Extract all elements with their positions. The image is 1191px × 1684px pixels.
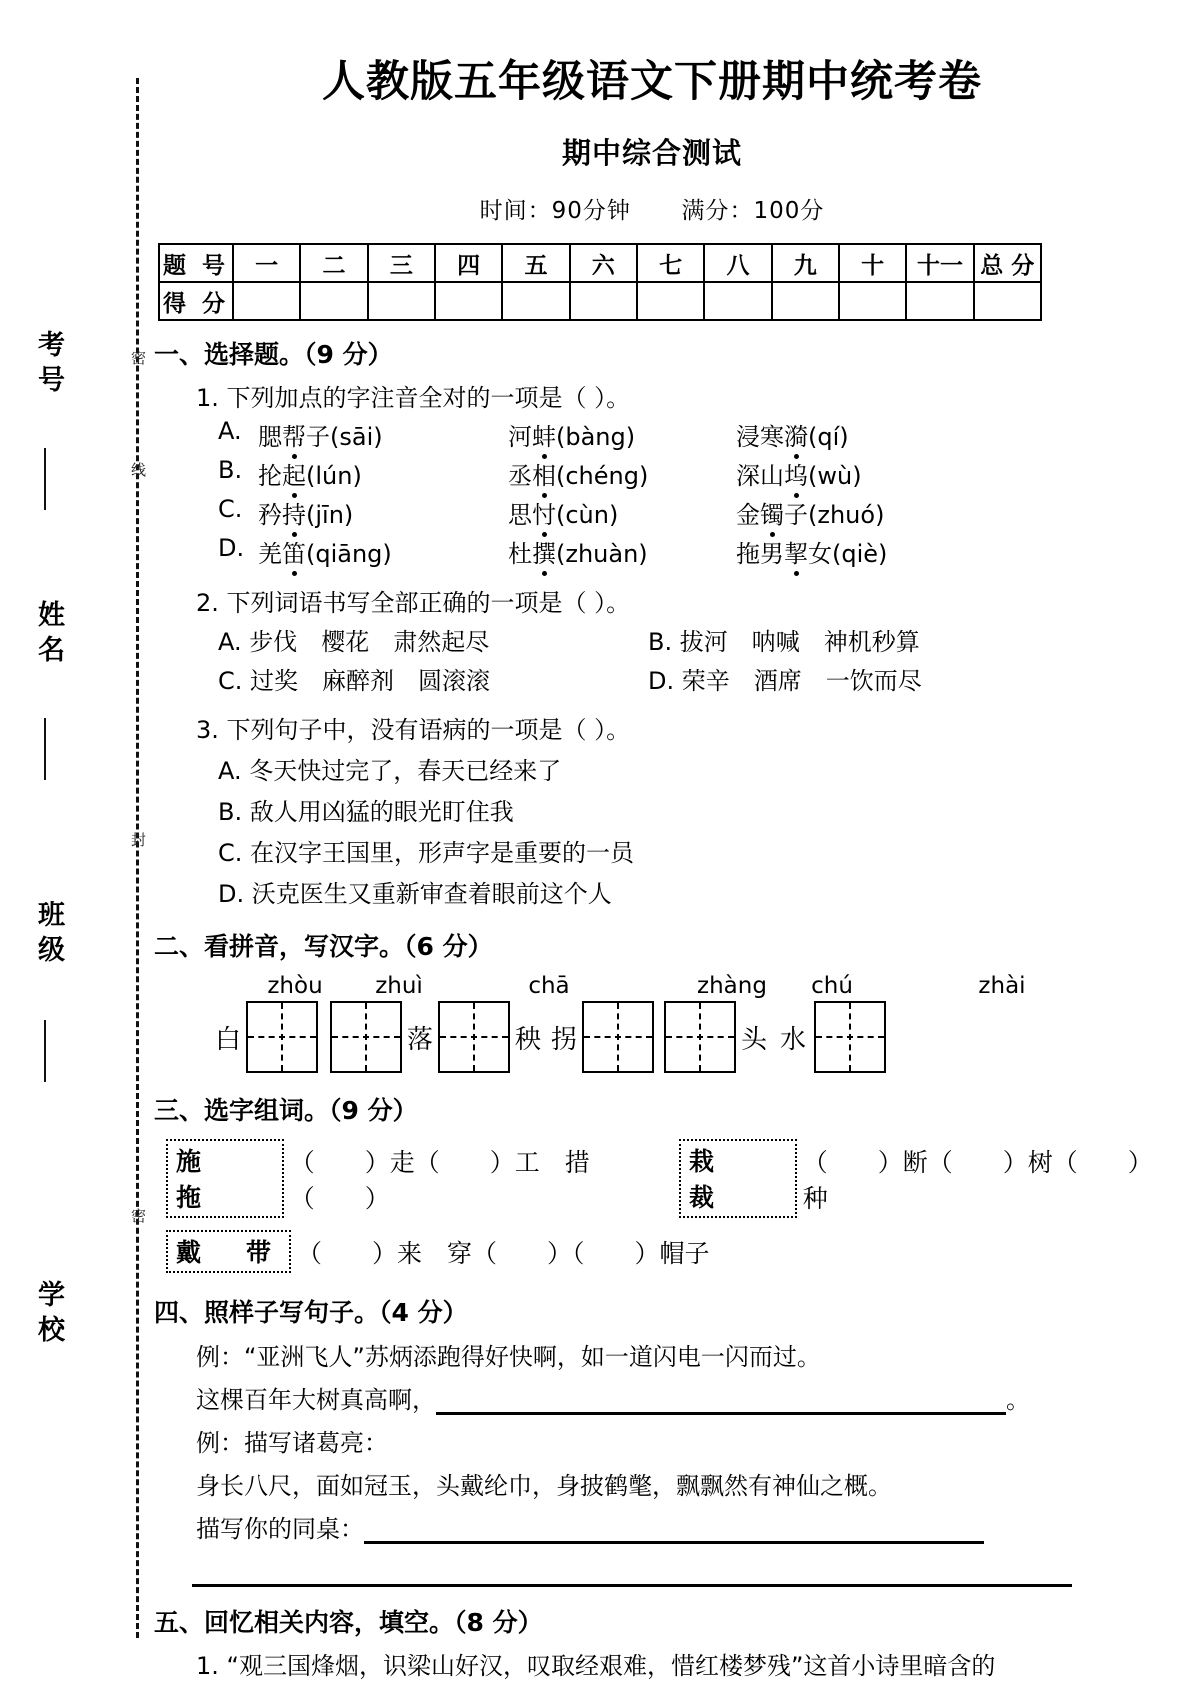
section-3-title: 三、选字组词。（9 分） (154, 1096, 418, 1125)
score-cell-8[interactable] (704, 282, 771, 320)
score-cell-6[interactable] (570, 282, 637, 320)
seal-dashed-line (136, 78, 139, 1638)
score-cell-10[interactable] (839, 282, 906, 320)
seal-rule-1 (44, 448, 46, 510)
exam-meta (152, 192, 1152, 225)
section-4-answer-line-1[interactable] (436, 1386, 1006, 1415)
question-1-1-option-b[interactable] (218, 456, 1152, 491)
score-cell-11[interactable] (906, 282, 973, 320)
score-col-total: 总 分 (974, 244, 1041, 282)
exam-sheet (152, 0, 1152, 1684)
section-4-prompt-2: 描写你的同桌： (196, 1515, 364, 1543)
score-col-10: 十 (839, 244, 906, 282)
pinyin-4: zhàng (697, 973, 767, 999)
option-d-label: D. (218, 534, 245, 562)
score-col-7: 七 (637, 244, 704, 282)
score-col-11: 十一 (906, 244, 973, 282)
question-1-2-row-2[interactable] (218, 661, 1152, 696)
question-1-3-stem: 3. 下列句子中，没有语病的一项是（ ）。 (196, 716, 631, 744)
question-1-2-option-a: A. 步伐 樱花 肃然起尽 (218, 628, 490, 656)
pinyin-1: zhòu (267, 973, 323, 999)
section-4-prompt-2-wrap (196, 1509, 1152, 1544)
page-title: 人教版五年级语文下册期中统考卷 (322, 57, 982, 107)
tianzige-6[interactable] (814, 1001, 886, 1073)
score-col-1: 一 (233, 244, 300, 282)
tianzige-2[interactable] (330, 1001, 402, 1073)
section-4-example-2-text: 身长八尺，面如冠玉，头戴纶巾，身披鹤氅，飘飘然有神仙之概。 (196, 1472, 892, 1500)
question-1-3-option-a[interactable]: A. 冬天快过完了，春天已经来了 (218, 757, 562, 785)
question-1-2-row-1[interactable] (218, 622, 1152, 657)
question-1-2-option-b: B. 拔河 呐喊 神机秒算 (648, 628, 920, 656)
score-col-3: 三 (368, 244, 435, 282)
section-3-row-1 (166, 1139, 1152, 1218)
option-a-item-1: 腮帮子(sāi) (258, 417, 508, 452)
score-cell-5[interactable] (502, 282, 569, 320)
seal-label-name: 姓名 (33, 600, 64, 670)
seal-word-4: 密 (129, 1208, 147, 1225)
option-a-item-2: 河蚌(bàng) (508, 417, 736, 452)
question-1-3-option-d[interactable]: D. 沃克医生又重新审查着眼前这个人 (218, 880, 612, 908)
section-4-period: 。 (1006, 1386, 1030, 1414)
section-4-example-2-label: 例：描写诸葛亮： (196, 1429, 388, 1457)
lead-char: 白 (214, 1024, 241, 1055)
section-4-title: 四、照样子写句子。（4 分） (154, 1298, 468, 1327)
mid-char-3: 拐 (550, 1024, 577, 1055)
score-table-row-label-score: 得 分 (159, 282, 233, 320)
pinyin-5: chú (811, 973, 853, 999)
question-1-1-option-d[interactable] (218, 534, 1152, 569)
score-col-5: 五 (502, 244, 569, 282)
option-c-item-1: 矜持(jīn) (258, 495, 508, 530)
tianzige-4[interactable] (582, 1001, 654, 1073)
option-a-label: A. (218, 417, 242, 445)
char-choice-box-2[interactable]: 栽 裁 (679, 1139, 797, 1218)
score-cell-3[interactable] (368, 282, 435, 320)
score-cell-4[interactable] (435, 282, 502, 320)
pinyin-3: chā (528, 973, 570, 999)
section-1-title: 一、选择题。（9 分） (154, 340, 393, 369)
tianzige-5[interactable] (664, 1001, 736, 1073)
tianzige-3[interactable] (438, 1001, 510, 1073)
mid-char-1: 落 (406, 1024, 433, 1055)
seal-word-2: 线 (129, 462, 147, 479)
section-3-row-2 (166, 1230, 1152, 1273)
question-1-1-option-c[interactable] (218, 495, 1152, 530)
score-col-2: 二 (300, 244, 367, 282)
section-4-example-1: 例：“亚洲飞人”苏炳添跑得好快啊，如一道闪电一闪而过。 (196, 1343, 821, 1371)
score-cell-2[interactable] (300, 282, 367, 320)
pinyin-6: zhài (978, 973, 1026, 999)
option-b-item-3: 深山坞(wù) (736, 456, 862, 491)
score-table-wrap (152, 243, 1152, 321)
char-choice-text-3[interactable]: （ ）来 穿（ ）（ ）帽子 (297, 1238, 710, 1268)
exam-total-score: 满分：100分 (681, 198, 825, 224)
question-1-1-stem: 1. 下列加点的字注音全对的一项是（ ）。 (196, 384, 631, 412)
char-choice-text-1[interactable]: （ ）走（ ）工 措（ ） (289, 1147, 590, 1213)
option-d-item-2: 杜撰(zhuàn) (508, 534, 736, 569)
section-4-prompt-1: 这棵百年大树真高啊， (196, 1386, 436, 1414)
option-c-label: C. (218, 495, 243, 523)
seal-rule-2 (44, 718, 46, 780)
option-a-item-3: 浸寒漪(qí) (736, 417, 849, 452)
seal-label-school: 学校 (33, 1280, 64, 1350)
tail-char-1: 头 (740, 1024, 767, 1055)
score-cell-total[interactable] (974, 282, 1041, 320)
score-cell-1[interactable] (233, 282, 300, 320)
char-choice-box-3[interactable]: 戴 带 (166, 1230, 291, 1273)
score-col-4: 四 (435, 244, 502, 282)
option-c-item-2: 思忖(cùn) (508, 495, 736, 530)
option-d-item-3: 拖男挈女(qiè) (736, 534, 887, 569)
section-4-answer-line-3[interactable] (192, 1550, 1072, 1587)
section-4-answer-line-2[interactable] (364, 1515, 984, 1544)
score-table-row-label-question: 题 号 (159, 244, 233, 282)
question-1-1-option-a[interactable] (218, 417, 1152, 452)
score-table (158, 243, 1042, 321)
seal-label-class: 班级 (33, 900, 64, 970)
section-4-prompt-1-wrap (196, 1380, 1152, 1415)
section-2-pinyin-row (210, 973, 1152, 999)
question-1-2-option-d: D. 荣辛 酒席 一饮而尽 (648, 667, 922, 695)
pinyin-2: zhuì (375, 973, 423, 999)
seal-strip (0, 0, 150, 1684)
char-choice-text-2[interactable]: （ ）断（ ）树（ ）种 (802, 1147, 1141, 1213)
question-1-2-stem: 2. 下列词语书写全部正确的一项是（ ）。 (196, 589, 631, 617)
tail-char-2: 水 (779, 1024, 806, 1055)
section-2-answer-row (210, 1001, 1152, 1073)
score-col-6: 六 (570, 244, 637, 282)
score-cell-9[interactable] (772, 282, 839, 320)
section-5-question-1: 1. “观三国烽烟，识梁山好汉，叹取经艰难，惜红楼梦残”这首小诗里暗含的 (196, 1652, 996, 1680)
tianzige-1[interactable] (246, 1001, 318, 1073)
seal-label-exam-number: 考号 (33, 330, 64, 400)
question-1-3-option-c[interactable]: C. 在汉字王国里，形声字是重要的一员 (218, 839, 635, 867)
char-choice-box-1[interactable]: 施 拖 (166, 1139, 284, 1218)
section-5-title: 五、回忆相关内容，填空。（8 分） (154, 1608, 543, 1637)
section-2-title: 二、看拼音，写汉字。（6 分） (154, 932, 493, 961)
score-cell-7[interactable] (637, 282, 704, 320)
seal-word-1: 密 (129, 350, 147, 367)
seal-word-3: 封 (129, 832, 147, 849)
option-c-item-3: 金镯子(zhuó) (736, 495, 884, 530)
mid-char-2: 秧 (514, 1024, 541, 1055)
score-col-9: 九 (772, 244, 839, 282)
question-1-2-option-c: C. 过奖 麻醉剂 圆滚滚 (218, 667, 491, 695)
score-table-value-row (159, 282, 1041, 320)
option-b-label: B. (218, 456, 243, 484)
option-d-item-1: 羌笛(qiāng) (258, 534, 508, 569)
score-table-header-row (159, 244, 1041, 282)
exam-time: 时间：90分钟 (479, 198, 631, 224)
question-1-3-option-b[interactable]: B. 敌人用凶猛的眼光盯住我 (218, 798, 514, 826)
option-b-item-1: 抡起(lún) (258, 456, 508, 491)
seal-rule-3 (44, 1020, 46, 1082)
option-b-item-2: 丞相(chéng) (508, 456, 736, 491)
page-subtitle: 期中综合测试 (561, 136, 742, 170)
score-col-8: 八 (704, 244, 771, 282)
